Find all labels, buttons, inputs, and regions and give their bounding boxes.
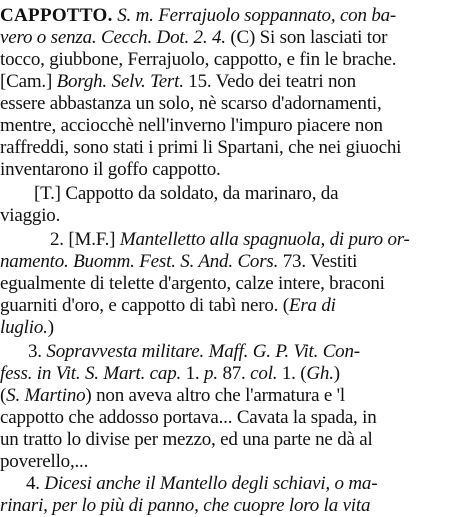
italic-text: Dicesi anche il Mantello degli schiavi, o ma- [44, 473, 378, 494]
entry-line [0, 294, 336, 317]
entry-line [0, 114, 383, 137]
entry-line [0, 136, 401, 159]
entry-line [0, 158, 221, 181]
entry-line [0, 92, 382, 115]
text-segment: egualmente di telette d'argento, calze intere, braconi [0, 273, 385, 294]
text-segment: essere abbastanza un solo, nè scarso d'adornamenti, [0, 93, 382, 114]
entry-line [0, 494, 370, 517]
italic-text: Borgh. Selv. Tert. [56, 71, 184, 92]
italic-text: fess. in Vit. S. Mart. cap. [0, 363, 182, 384]
italic-text: Sopravvesta militare. Maff. G. P. Vit. Con- [46, 341, 360, 362]
entry-line [26, 472, 377, 495]
entry-line [0, 272, 385, 295]
entry-line [0, 362, 340, 385]
entry-line [0, 48, 396, 71]
text-segment: 87. [217, 363, 251, 384]
italic-text: p. [204, 363, 218, 384]
italic-text: S. m. Ferrajuolo soppannato, con ba- [112, 5, 397, 26]
text-segment: [T.] Cappotto da soldato, da marinaro, da [34, 183, 339, 204]
entry-line [0, 4, 396, 27]
text-segment: in [357, 407, 377, 428]
text-segment: ) [333, 363, 340, 384]
text-segment: cappotto che addosso portava... Cavata la spada, [0, 407, 358, 428]
text-segment: ) non aveva altro che l'armatura e 'l [85, 385, 345, 406]
text-segment: [Cam.] [0, 71, 57, 92]
text-segment: viaggio. [0, 205, 61, 226]
text-segment: ( [0, 385, 7, 406]
italic-text: col. [250, 363, 278, 384]
text-segment: ) [47, 317, 54, 338]
text-segment: 73. Vestiti [278, 251, 358, 272]
entry-line [0, 204, 60, 227]
text-segment: 1. ( [277, 363, 307, 384]
entry-line [0, 406, 377, 429]
entry-line [0, 316, 54, 339]
text-segment: guarniti d'oro, e cappotto di tabì nero. ( [0, 295, 289, 316]
italic-text: Gh. [306, 363, 334, 384]
italic-text: Era di [288, 295, 336, 316]
italic-text: S. Martino [6, 385, 86, 406]
entry-line [34, 182, 338, 205]
entry-line [0, 450, 88, 473]
text-segment: 1. [181, 363, 205, 384]
italic-text: luglio. [0, 317, 48, 338]
entry-line [0, 250, 357, 273]
text-segment: un tratto lo divise per mezzo, ed una parte ne dà al [0, 429, 373, 450]
italic-text: Mantelletto alla spagnuola, di puro or- [119, 229, 410, 250]
entry-line [0, 26, 387, 49]
headword: CAPPOTTO. [0, 5, 113, 26]
text-segment: 2. [M.F.] [50, 229, 120, 250]
text-segment: (C) Si son lasciati tor [225, 27, 388, 48]
entry-line [50, 228, 410, 251]
entry-line [0, 384, 345, 407]
text-segment: 3. [28, 341, 47, 362]
italic-text: vero o senza. Cecch. Dot. 2. 4. [0, 27, 226, 48]
entry-line [0, 70, 356, 93]
entry-line [0, 428, 373, 451]
text-segment: poverello,... [0, 451, 89, 472]
text-segment: inventarono il goffo cappotto. [0, 159, 221, 180]
entry-line [28, 340, 360, 363]
italic-text: rinari, per lo più di panno, che cuopre loro la vita [0, 495, 371, 516]
text-segment: mentre, acciocchè nell'inverno l'impuro piacere non [0, 115, 383, 136]
text-segment: raffreddi, sono stati i primi li Spartani, che nei giuochi [0, 137, 402, 158]
text-segment: 4. [26, 473, 45, 494]
italic-text: namento. Buomm. Fest. S. And. Cors. [0, 251, 279, 272]
text-segment: tocco, giubbone, Ferrajuolo, cappotto, e fin le brache. [0, 49, 397, 70]
text-segment: 15. Vedo dei teatri non [183, 71, 356, 92]
